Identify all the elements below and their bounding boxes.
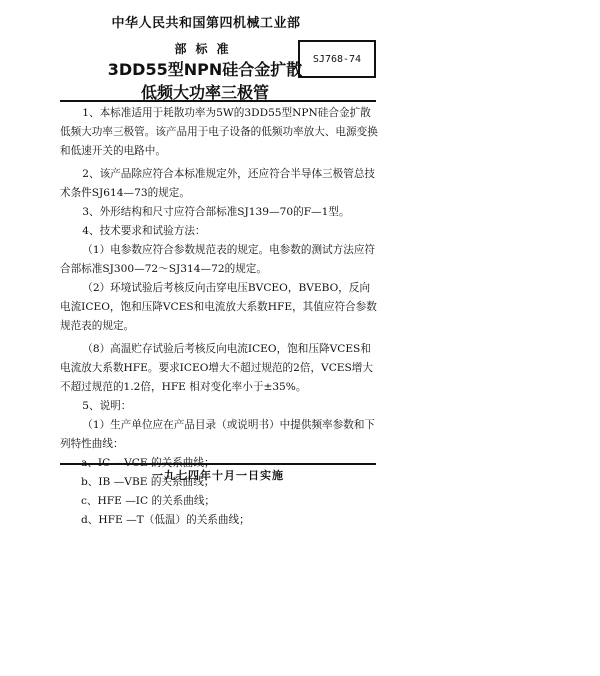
clause-4: 4、技术要求和试验方法：	[82, 225, 206, 237]
clause-4-8: （8）高温贮存试验后考核反向电流ICEO，饱和压降VCES和电流放大系数HFE。要求ICEO增大不超过规范的2倍，VCES增大不超过规范的1.2倍，HFE 相对变化率小于±35%。	[60, 343, 373, 393]
standard-code-box	[298, 40, 376, 78]
clause-2: 2、该产品除应符合本标准规定外，还应符合半导体三极管总技术条件SJ614—73的规定。	[60, 168, 376, 199]
ministry-name: 中华人民共和国第四机械工业部	[111, 16, 301, 31]
standard-code: SJ768-74	[312, 53, 362, 65]
curve-item-a: a、IC —VCE 的关系曲线；	[81, 457, 215, 469]
clause-3: 3、外形结构和尺寸应符合部标准SJ139—70的F—1型。	[82, 206, 350, 218]
curve-item-c: c、HFE —IC 的关系曲线；	[81, 495, 216, 507]
clause-1: 1、本标准适用于耗散功率为5W的3DD55型NPN硅合金扩散低频大功率三极管。该产品用于电子设备的低频功率放大、电源变换和低速开关的电路中。	[60, 107, 378, 157]
effective-date: 一九七四年十月一日实施	[152, 469, 284, 482]
bottom-divider	[60, 463, 376, 465]
clause-4-2: （2）环境试验后考核反向击穿电压BVCEO，BVEBO，反向电流ICEO，饱和压降VCES和电流放大系数HFE，其值应符合参数规范表的规定。	[60, 282, 377, 332]
top-divider	[60, 100, 376, 102]
curve-item-d: d、HFE —T（低温）的关系曲线；	[81, 514, 250, 526]
standard-type: 部标准	[174, 42, 238, 56]
title-line-1: 3DD55型NPN硅合金扩散	[107, 60, 303, 79]
clause-5: 5、说明：	[82, 400, 132, 412]
title-line-2: 低频大功率三极管	[140, 83, 269, 102]
clause-4-1: （1）电参数应符合参数规范表的规定。电参数的测试方法应符合部标准SJ300—72～SJ314—72的规定。	[60, 244, 376, 275]
curve-item-b: b、IB —VBE 的关系曲线；	[81, 476, 215, 488]
clause-5-1: （1）生产单位应在产品目录（或说明书）中提供频率参数和下列特性曲线：	[60, 419, 376, 450]
